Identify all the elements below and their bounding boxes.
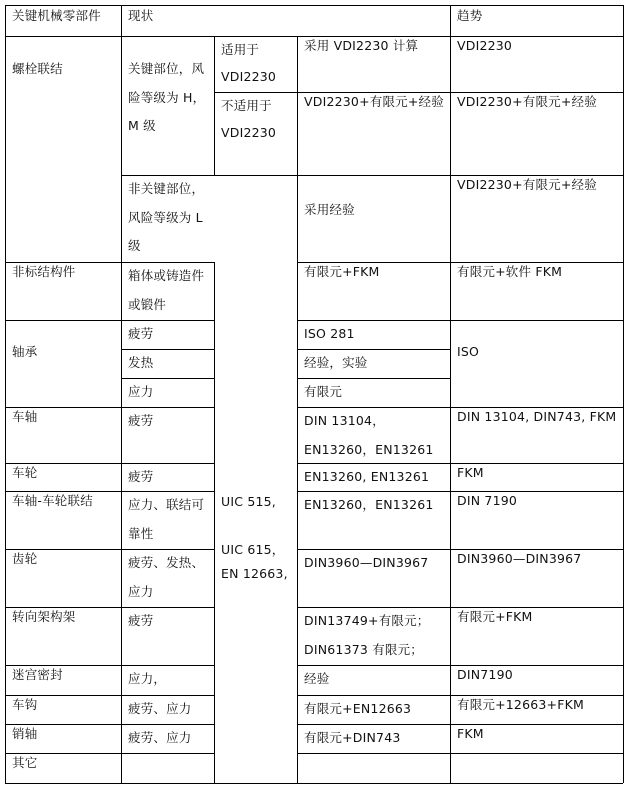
status-seal: 应力， <box>128 671 167 686</box>
component-bogie: 转向架构架 <box>12 609 76 624</box>
status-hook: 疲劳、应力 <box>128 701 192 716</box>
component-seal: 迷宫密封 <box>12 667 63 682</box>
header-status: 现状 <box>128 8 154 23</box>
method-bolt-a: 采用 VDI2230 计算 <box>304 38 419 53</box>
component-axle: 车轴 <box>12 409 38 424</box>
component-wheel: 车轮 <box>12 465 38 480</box>
status-gear: 疲劳、发热、应力 <box>128 555 205 599</box>
trend-axle: DIN 13104, DIN743, FKM <box>457 409 617 424</box>
status-wheel: 疲劳 <box>128 469 154 484</box>
table-rule <box>623 5 624 783</box>
method-hook: 有限元+EN12663 <box>304 701 412 716</box>
table-rule <box>5 783 623 784</box>
method-bogie: DIN13749+有限元；DIN61373 有限元； <box>304 613 430 657</box>
status-bogie: 疲劳 <box>128 613 154 628</box>
method-nonstd: 有限元+FKM <box>304 264 380 279</box>
method-bearing-3: 有限元 <box>304 384 343 399</box>
status-nonstd: 箱体或铸造件或锻件 <box>128 268 205 312</box>
status-bolt-noncritical: 非关键部位，风险等级为 L 级 <box>128 181 205 253</box>
component-bolt: 螺栓联结 <box>12 61 63 76</box>
table-rule <box>297 753 623 754</box>
component-pin: 销轴 <box>12 726 38 741</box>
status-axle: 疲劳 <box>128 413 154 428</box>
trend-wheelset: DIN 7190 <box>457 493 518 508</box>
status-bearing-3: 应力 <box>128 384 154 399</box>
trend-bolt-c: VDI2230+有限元+经验 <box>457 177 597 192</box>
applicable-vdi: 适用于 VDI2230 <box>221 42 277 84</box>
trend-hook: 有限元+12663+FKM <box>457 697 584 712</box>
method-gear: DIN3960—DIN3967 <box>304 555 429 570</box>
component-bearing: 轴承 <box>12 344 38 359</box>
trend-bolt-b: VDI2230+有限元+经验 <box>457 94 597 109</box>
trend-gear: DIN3960—DIN3967 <box>457 551 582 566</box>
trend-seal: DIN7190 <box>457 667 513 682</box>
method-wheel: EN13260, EN13261 <box>304 469 430 484</box>
component-other: 其它 <box>12 755 38 770</box>
trend-bogie: 有限元+FKM <box>457 609 533 624</box>
trend-wheel: FKM <box>457 465 484 480</box>
method-bearing-1: ISO 281 <box>304 326 355 341</box>
merged-standards: UIC 515, UIC 615， EN 12663, <box>221 494 288 581</box>
trend-nonstd: 有限元+软件 FKM <box>457 264 563 279</box>
status-bearing-1: 疲劳 <box>128 326 154 341</box>
component-wheelset: 车轴-车轮联结 <box>12 493 93 508</box>
method-axle: DIN 13104， EN13260，EN13261 <box>304 413 434 457</box>
header-trend: 趋势 <box>457 8 483 23</box>
status-bearing-2: 发热 <box>128 355 154 370</box>
component-hook: 车钩 <box>12 697 38 712</box>
status-wheelset: 应力、联结可靠性 <box>128 497 205 541</box>
status-bolt-critical: 关键部位，风险等级为 H，M 级 <box>128 61 206 133</box>
method-seal: 经验 <box>304 671 330 686</box>
method-bearing-2: 经验，实验 <box>304 355 368 370</box>
method-pin: 有限元+DIN743 <box>304 730 401 745</box>
trend-pin: FKM <box>457 726 484 741</box>
method-bolt-c: 采用经验 <box>304 202 355 217</box>
component-gear: 齿轮 <box>12 551 38 566</box>
trend-bearing: ISO <box>457 344 480 359</box>
method-bolt-b: VDI2230+有限元+经验 <box>304 94 444 109</box>
not-applicable-vdi: 不适用于 VDI2230 <box>221 98 277 140</box>
status-pin: 疲劳、应力 <box>128 730 192 745</box>
trend-bolt-a: VDI2230 <box>457 38 513 53</box>
component-nonstd: 非标结构件 <box>12 264 76 279</box>
method-wheelset: EN13260，EN13261 <box>304 497 434 512</box>
header-component: 关键机械零部件 <box>12 8 101 23</box>
